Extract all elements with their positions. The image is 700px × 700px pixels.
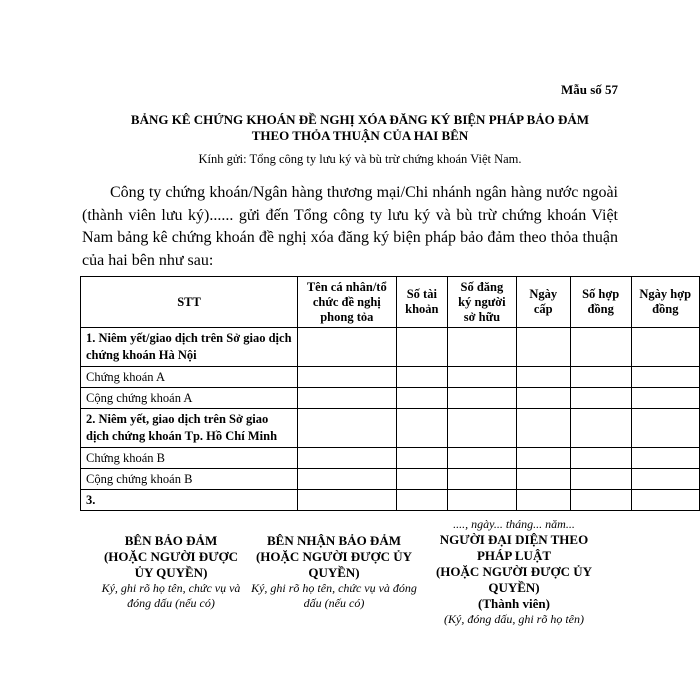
pledgee-role: BÊN NHẬN BẢO ĐẢM: [267, 533, 401, 548]
legal-rep-member: (Thành viên): [478, 596, 550, 611]
table-cell: [298, 490, 396, 511]
header-requester-name: Tên cá nhân/tổ chức đề nghị phong tỏa: [298, 277, 396, 328]
table-cell: [448, 367, 517, 388]
title-line-2: THEO THỎA THUẬN CỦA HAI BÊN: [251, 128, 469, 143]
table-row: [81, 328, 700, 367]
securities-table: [80, 276, 700, 511]
table-row: [81, 448, 700, 469]
table-cell: [570, 388, 631, 409]
table-cell: [570, 328, 631, 367]
header-issue-date: Ngày cấp: [516, 277, 570, 328]
table-row: [81, 469, 700, 490]
table-cell: [631, 367, 699, 388]
table-cell: [396, 388, 448, 409]
table-cell: [448, 490, 517, 511]
table-cell: [298, 367, 396, 388]
table-row: [81, 367, 700, 388]
table-cell: [298, 448, 396, 469]
signing-date-line: ...., ngày... tháng... năm...: [453, 517, 575, 531]
table-cell: [570, 409, 631, 448]
table-cell: [396, 448, 448, 469]
legal-rep-proxy: (HOẶC NGƯỜI ĐƯỢC ỦY QUYỀN): [435, 564, 593, 595]
pledgee-signing-note: Ký, ghi rõ họ tên, chức vụ và đóng dấu (nếu có): [251, 581, 417, 610]
table-cell: [298, 409, 396, 448]
table-cell: [516, 469, 570, 490]
table-row: [81, 490, 700, 511]
table-cell: [448, 388, 517, 409]
table-cell: [631, 388, 699, 409]
table-cell: [570, 490, 631, 511]
table-cell: [516, 328, 570, 367]
pledgor-proxy: (HOẶC NGƯỜI ĐƯỢC ỦY QUYỀN): [103, 549, 239, 580]
legal-rep-signature-block: [428, 516, 600, 627]
table-cell: [516, 448, 570, 469]
table-cell: [516, 388, 570, 409]
table-cell: [448, 469, 517, 490]
table-cell: [448, 409, 517, 448]
table-cell: [448, 328, 517, 367]
table-cell: [631, 469, 699, 490]
table-cell: [631, 328, 699, 367]
pledgee-signature-block: [250, 533, 418, 611]
header-account-number: Số tài khoản: [396, 277, 448, 328]
header-stt: STT: [81, 277, 298, 328]
table-row: [81, 388, 700, 409]
header-owner-registration: Số đăng ký người sở hữu: [448, 277, 517, 328]
table-cell: [570, 469, 631, 490]
table-cell: [570, 367, 631, 388]
header-contract-date: Ngày hợp đồng: [631, 277, 699, 328]
recipient-line: Kính gửi: Tổng công ty lưu ký và bù trừ chứng khoán Việt Nam.: [198, 152, 522, 166]
row-label: Chứng khoán A: [81, 367, 298, 388]
row-label: 3.: [81, 490, 298, 511]
row-label: 2. Niêm yết, giao dịch trên Sở giao dịch chứng khoán Tp. Hồ Chí Minh: [81, 409, 298, 448]
table-cell: [516, 490, 570, 511]
table-cell: [298, 328, 396, 367]
table-cell: [631, 409, 699, 448]
legal-rep-role: NGƯỜI ĐẠI DIỆN THEO PHÁP LUẬT: [439, 532, 589, 563]
table-cell: [631, 448, 699, 469]
form-number: Mẫu số 57: [560, 82, 618, 97]
row-label: Cộng chứng khoán B: [81, 469, 298, 490]
table-cell: [570, 448, 631, 469]
title-line-1: BẢNG KÊ CHỨNG KHOÁN ĐỀ NGHỊ XÓA ĐĂNG KÝ BIỆN PHÁP BẢO ĐẢM: [130, 112, 590, 127]
pledgor-signing-note: Ký, ghi rõ họ tên, chức vụ và đóng dấu (nếu có): [101, 581, 241, 610]
table-cell: [631, 490, 699, 511]
row-label: 1. Niêm yết/giao dịch trên Sở giao dịch chứng khoán Hà Nội: [81, 328, 298, 367]
table-cell: [396, 469, 448, 490]
table-cell: [396, 409, 448, 448]
document-title: [80, 112, 640, 144]
row-label: Chứng khoán B: [81, 448, 298, 469]
table-cell: [396, 490, 448, 511]
table-cell: [298, 469, 396, 490]
table-header-row: [81, 277, 700, 328]
table-cell: [396, 367, 448, 388]
table-cell: [448, 448, 517, 469]
header-contract-number: Số hợp đồng: [570, 277, 631, 328]
table-cell: [516, 409, 570, 448]
pledgee-proxy: (HOẶC NGƯỜI ĐƯỢC ỦY QUYỀN): [255, 549, 413, 580]
table-cell: [516, 367, 570, 388]
pledgor-role: BÊN BẢO ĐẢM: [124, 533, 218, 548]
table-row: [81, 409, 700, 448]
legal-rep-signing-note: (Ký, đóng dấu, ghi rõ họ tên): [444, 612, 584, 626]
pledgor-signature-block: [96, 533, 246, 611]
table-cell: [298, 388, 396, 409]
table-cell: [396, 328, 448, 367]
row-label: Cộng chứng khoán A: [81, 388, 298, 409]
intro-paragraph: Công ty chứng khoán/Ngân hàng thương mại/Chi nhánh ngân hàng nước ngoài (thành viên lưu ký)...... gửi đến Tổng công ty lưu ký và bù trừ chứng khoán Việt Nam bảng kê chứng khoán đề nghị xóa đăng ký biện pháp bảo đảm theo thỏa thuận của hai bên như sau:: [82, 184, 618, 269]
